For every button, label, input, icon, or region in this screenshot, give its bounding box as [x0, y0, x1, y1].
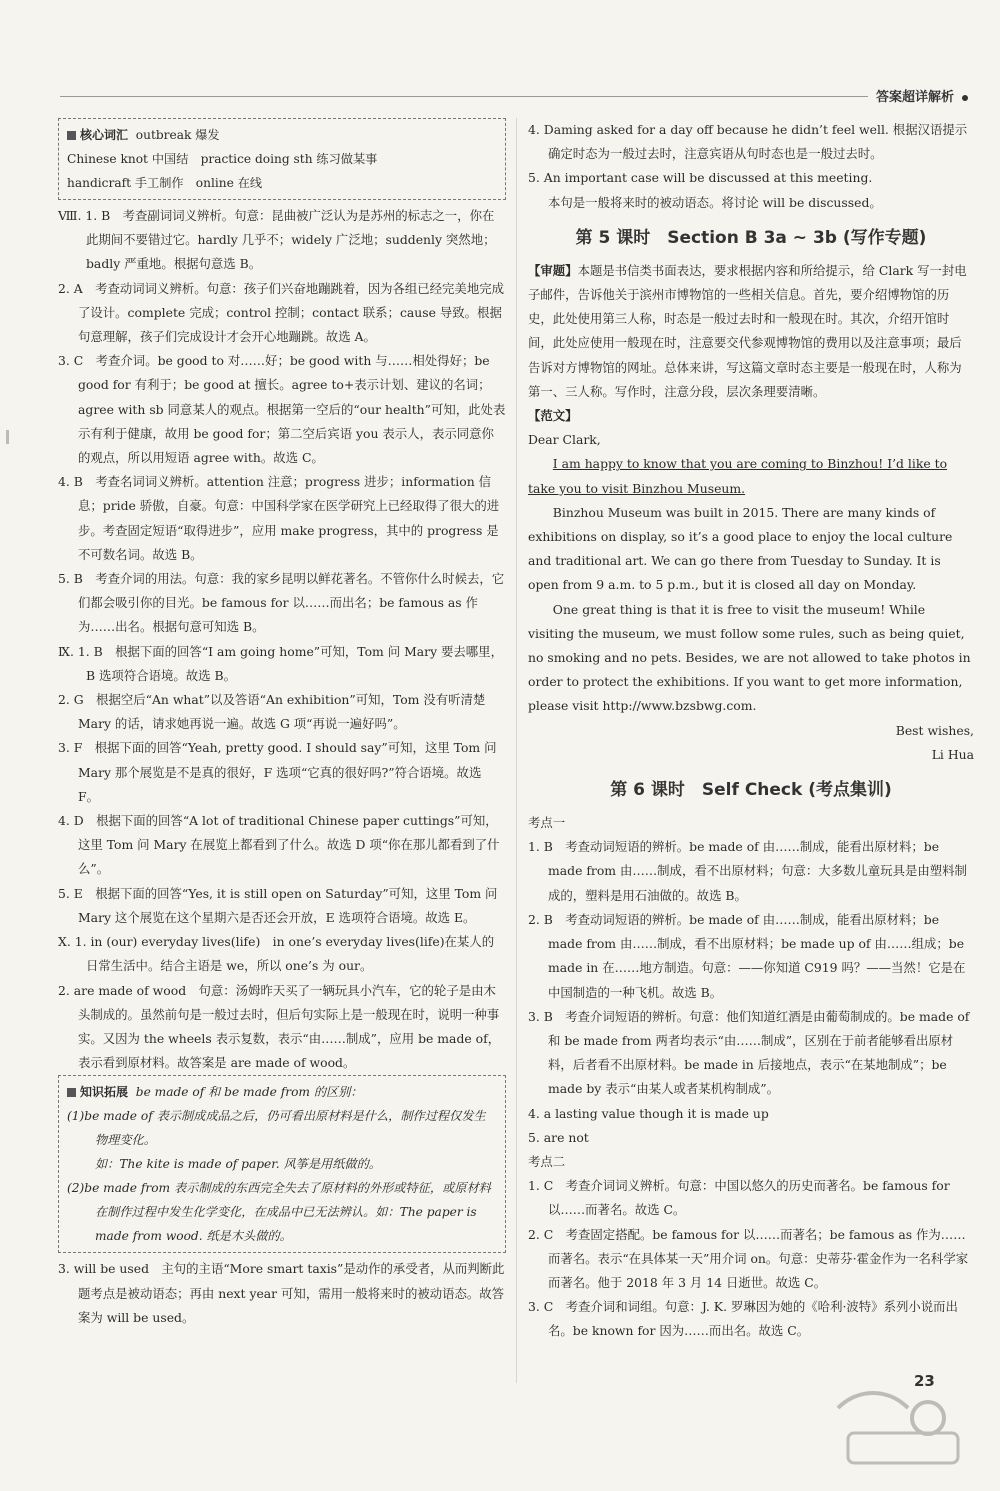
- answer-item: Ⅷ. 1. B 考查副词词义辨析。句意：昆曲被广泛认为是苏州的标志之一，你在此期间不要错过它。hardly 几乎不；widely 广泛地；suddenly 突然地；badly 严重地。根据句意选 B。: [58, 208, 496, 272]
- answer-item: Ⅹ. 1. in (our) everyday lives(life) in one’s everyday lives(life)在某人的日常生活中。结合主语是 we，所以 one’s 为 our。: [58, 934, 495, 974]
- letter-paragraph: Binzhou Museum was built in 2015. There are many kinds of exhibitions on display, so it’s a good place to enjoy the local culture and traditional art. We can go there from Tuesday to Sunday. It is open from 9 a.m. to 5 p.m., but it is closed all day on Monday.: [528, 504, 953, 593]
- analysis-text: 本题是书信类书面表达，要求根据内容和所给提示，给 Clark 写一封电子邮件，告诉他关于滨州市博物馆的一些相关信息。首先，要介绍博物馆的历史，此处使用第三人称，时态是一般过去时和一般现在时。其次，介绍开馆时间，此处应使用一般现在时，注意要交代参观博物馆的费用以及注意事项；最后告诉对方博物馆的网址。总体来讲，写这篇文章时态主要是一般现在时，人称为第一、三人称。写作时，注意分段，层次条理要清晰。: [528, 262, 967, 399]
- answer-item: 2. B 考查动词短语的辨析。be made of 由……制成，能看出原材料；be made from 由……制成，看不出原材料；be made up of 由……组成；be made in 在……地方制造。句意：——你知道 C919 吗？——当然！它是在中国制造的一种飞机。故选 B。: [528, 911, 966, 1000]
- answer-note: 本句是一般将来时的被动语态。将讨论 will be discussed。: [548, 194, 882, 210]
- answer-item: 3. will be used 主句的主语“More smart taxis”是动作的承受者，从而判断此题考点是被动语态；再由 next year 可知，需用一般将来时的被动语态。故答案为 will be used。: [58, 1261, 505, 1325]
- letter-paragraph: One great thing is that it is free to visit the museum! While visiting the museum, we must follow some rules, such as being quiet, no smoking and no pets. Besides, we are not allowed to take photos in order to protect the exhibitions. If you want to get more information, please visit http://www.bzsbwg.com.: [528, 601, 971, 714]
- answer-item: 1. C 考查介词词义辨析。句意：中国以悠久的历史而著名。be famous for 以……而著名。故选 C。: [528, 1178, 950, 1218]
- analysis-label: 【审题】: [528, 262, 578, 278]
- watermark-logo-icon: [818, 1378, 988, 1478]
- left-column: [58, 118, 506, 1330]
- answer-item: 3. C 考查介词和词组。句意：J. K. 罗琳因为她的《哈利·波特》系列小说而出名。be known for 因为……而出名。故选 C。: [528, 1299, 958, 1339]
- lesson5-title: 第 5 课时 Section B 3a ~ 3b (写作专题): [575, 227, 927, 248]
- lesson6-title: 第 6 课时 Self Check (考点集训): [610, 780, 892, 801]
- answer-item: 5. An important case will be discussed at this meeting.: [528, 170, 873, 186]
- answer-item: 2. A 考查动词词义辨析。句意：孩子们兴奋地蹦跳着，因为各组已经完美地完成了设计。complete 完成；control 控制；contact 联系；cause 导致。根据句意理解，孩子们完成设计才会开心地蹦跳。故选 A。: [58, 280, 504, 345]
- vocab-box-label: 核心词汇: [67, 128, 128, 142]
- extension-box-label: 知识拓展: [67, 1085, 128, 1099]
- answer-item: 4. B 考查名词词义辨析。attention 注意；progress 进步；information 信息；pride 骄傲，自豪。句意：中国科学家在医学研究上已经取得了很大的进步。考查固定短语“取得进步”，应用 make progress，其中的 progress 是不可数名词。故选 B。: [58, 474, 500, 562]
- answer-item: 2. C 考查固定搭配。be famous for 以……而著名；be famous as 作为……而著名。表示“在具体某一天”用介词 on。句意：史蒂芬·霍金作为一名科学家而著名。他于 2018 年 3 月 14 日逝世。故选 C。: [528, 1226, 969, 1290]
- answer-item: 5. are not: [528, 1129, 589, 1145]
- vocab-line: handicraft 手工制作 online 在线: [67, 176, 263, 190]
- vocab-box: [58, 118, 506, 200]
- answer-item: 1. B 考查动词短语的辨析。be made of 由……制成，能看出原材料；be made from 由……制成，看不出原材料；句意：大多数儿童玩具是由塑料制成的，塑料是用石油做的。故选 B。: [528, 839, 967, 903]
- letter-greeting: Dear Clark,: [528, 432, 601, 448]
- answer-item: 3. F 根据下面的回答“Yeah, pretty good. I should say”可知，这里 Tom 问 Mary 那个展览是不是真的很好，F 选项“它真的很好吗?”符合语境。故选 F。: [58, 740, 497, 804]
- extension-line: (1)be made of 表示制成成品之后，仍可看出原材料是什么，制作过程仅发生物理变化。: [67, 1109, 486, 1148]
- answer-item: 3. B 考查介词短语的辨析。句意：他们知道红酒是由葡萄制成的。be made of 和 be made from 两者均表示“由……制成”，区别在于前者能够看出原材料，后者看不出原材料。be made in 后接地点，表示“在某地制成”；be made by 表示“由某人或者某机构制成”。: [528, 1008, 970, 1097]
- header-title: [868, 86, 968, 105]
- answer-item: Ⅸ. 1. B 根据下面的回答“I am going home”可知，Tom 问 Mary 要去哪里，B 选项符合语境。故选 B。: [58, 643, 503, 683]
- answer-item: 4. a lasting value though it is made up: [528, 1105, 769, 1121]
- answer-item: 3. C 考查介词。be good to 对……好；be good with 与……相处得好；be good for 有利于；be good at 擅长。agree to+表示计划、建议的名词；agree with sb 同意某人的观点。根据第一空后的“our health”可知，此处表示有利于健康，故用 be good for；第二空后宾语 you 表示人，表示同意你的观点，所以用短语 agree with。故选 C。: [58, 353, 506, 466]
- right-column: [528, 118, 974, 1344]
- letter-closing: Best wishes,: [895, 722, 974, 738]
- extension-line: 如：The kite is made of paper. 风筝是用纸做的。: [95, 1157, 381, 1172]
- letter-signature: Li Hua: [931, 746, 974, 762]
- sample-label: 【范文】: [528, 408, 578, 424]
- answer-item: 4. Daming asked for a day off because he didn’t feel well. 根据汉语提示确定时态为一般过去时，注意宾语从句时态也是一般过去时。: [528, 122, 968, 162]
- answer-item: 5. B 考查介词的用法。句意：我的家乡昆明以鲜花著名。不管你什么时候去，它们都会吸引你的目光。be famous for 以……而出名；be famous as 作为……出名。根据句意可知选 B。: [58, 571, 505, 635]
- letter-paragraph: I am happy to know that you are coming to Binzhou! I’d like to take you to visit Binzhou Museum.: [528, 456, 948, 496]
- vocab-line: Chinese knot 中国结 practice doing sth 练习做某事: [67, 152, 378, 166]
- scan-mark: [6, 430, 9, 444]
- header-rule: [60, 96, 960, 98]
- page-number: 23: [914, 1372, 935, 1390]
- column-divider: [516, 118, 517, 1383]
- answer-item: 2. are made of wood 句意：汤姆昨天买了一辆玩具小汽车，它的轮子是由木头制成的。虽然前句是一般过去时，但后句实际上是一般现在时，说明一种事实。又因为 the wheels 表示复数，表示“由……制成”，应用 be made of，表示看到原材料。故答案是 are made of wood。: [58, 982, 501, 1071]
- vocab-line: outbreak 爆发: [135, 128, 220, 142]
- bullet-icon: [962, 95, 968, 101]
- header-title-text: 答案超详解析: [875, 90, 954, 105]
- answer-item: 4. D 根据下面的回答“A lot of traditional Chinese paper cuttings”可知，这里 Tom 问 Mary 在展览上都看到了什么。故选 D 项“你在那儿都看到了什么”。: [58, 813, 500, 877]
- extension-box: [58, 1075, 506, 1253]
- answer-item: 2. G 根据空后“An what”以及答语“An exhibition”可知，Tom 没有听清楚 Mary 的话，请求她再说一遍。故选 G 项“再说一遍好吗”。: [58, 692, 486, 732]
- key-point-label: 考点一: [528, 815, 566, 831]
- extension-intro: be made of 和 be made from 的区别：: [135, 1085, 363, 1100]
- key-point-label: 考点二: [528, 1153, 566, 1169]
- extension-line: (2)be made from 表示制成的东西完全失去了原材料的外形或特征，或原材料在制作过程中发生化学变化，在成品中已无法辨认。如：The paper is made from wood. 纸是木头做的。: [67, 1181, 491, 1244]
- answer-item: 5. E 根据下面的回答“Yes, it is still open on Saturday”可知，这里 Tom 问 Mary 这个展览在这个星期六是否还会开放，E 选项符合语境。故选 E。: [58, 885, 498, 925]
